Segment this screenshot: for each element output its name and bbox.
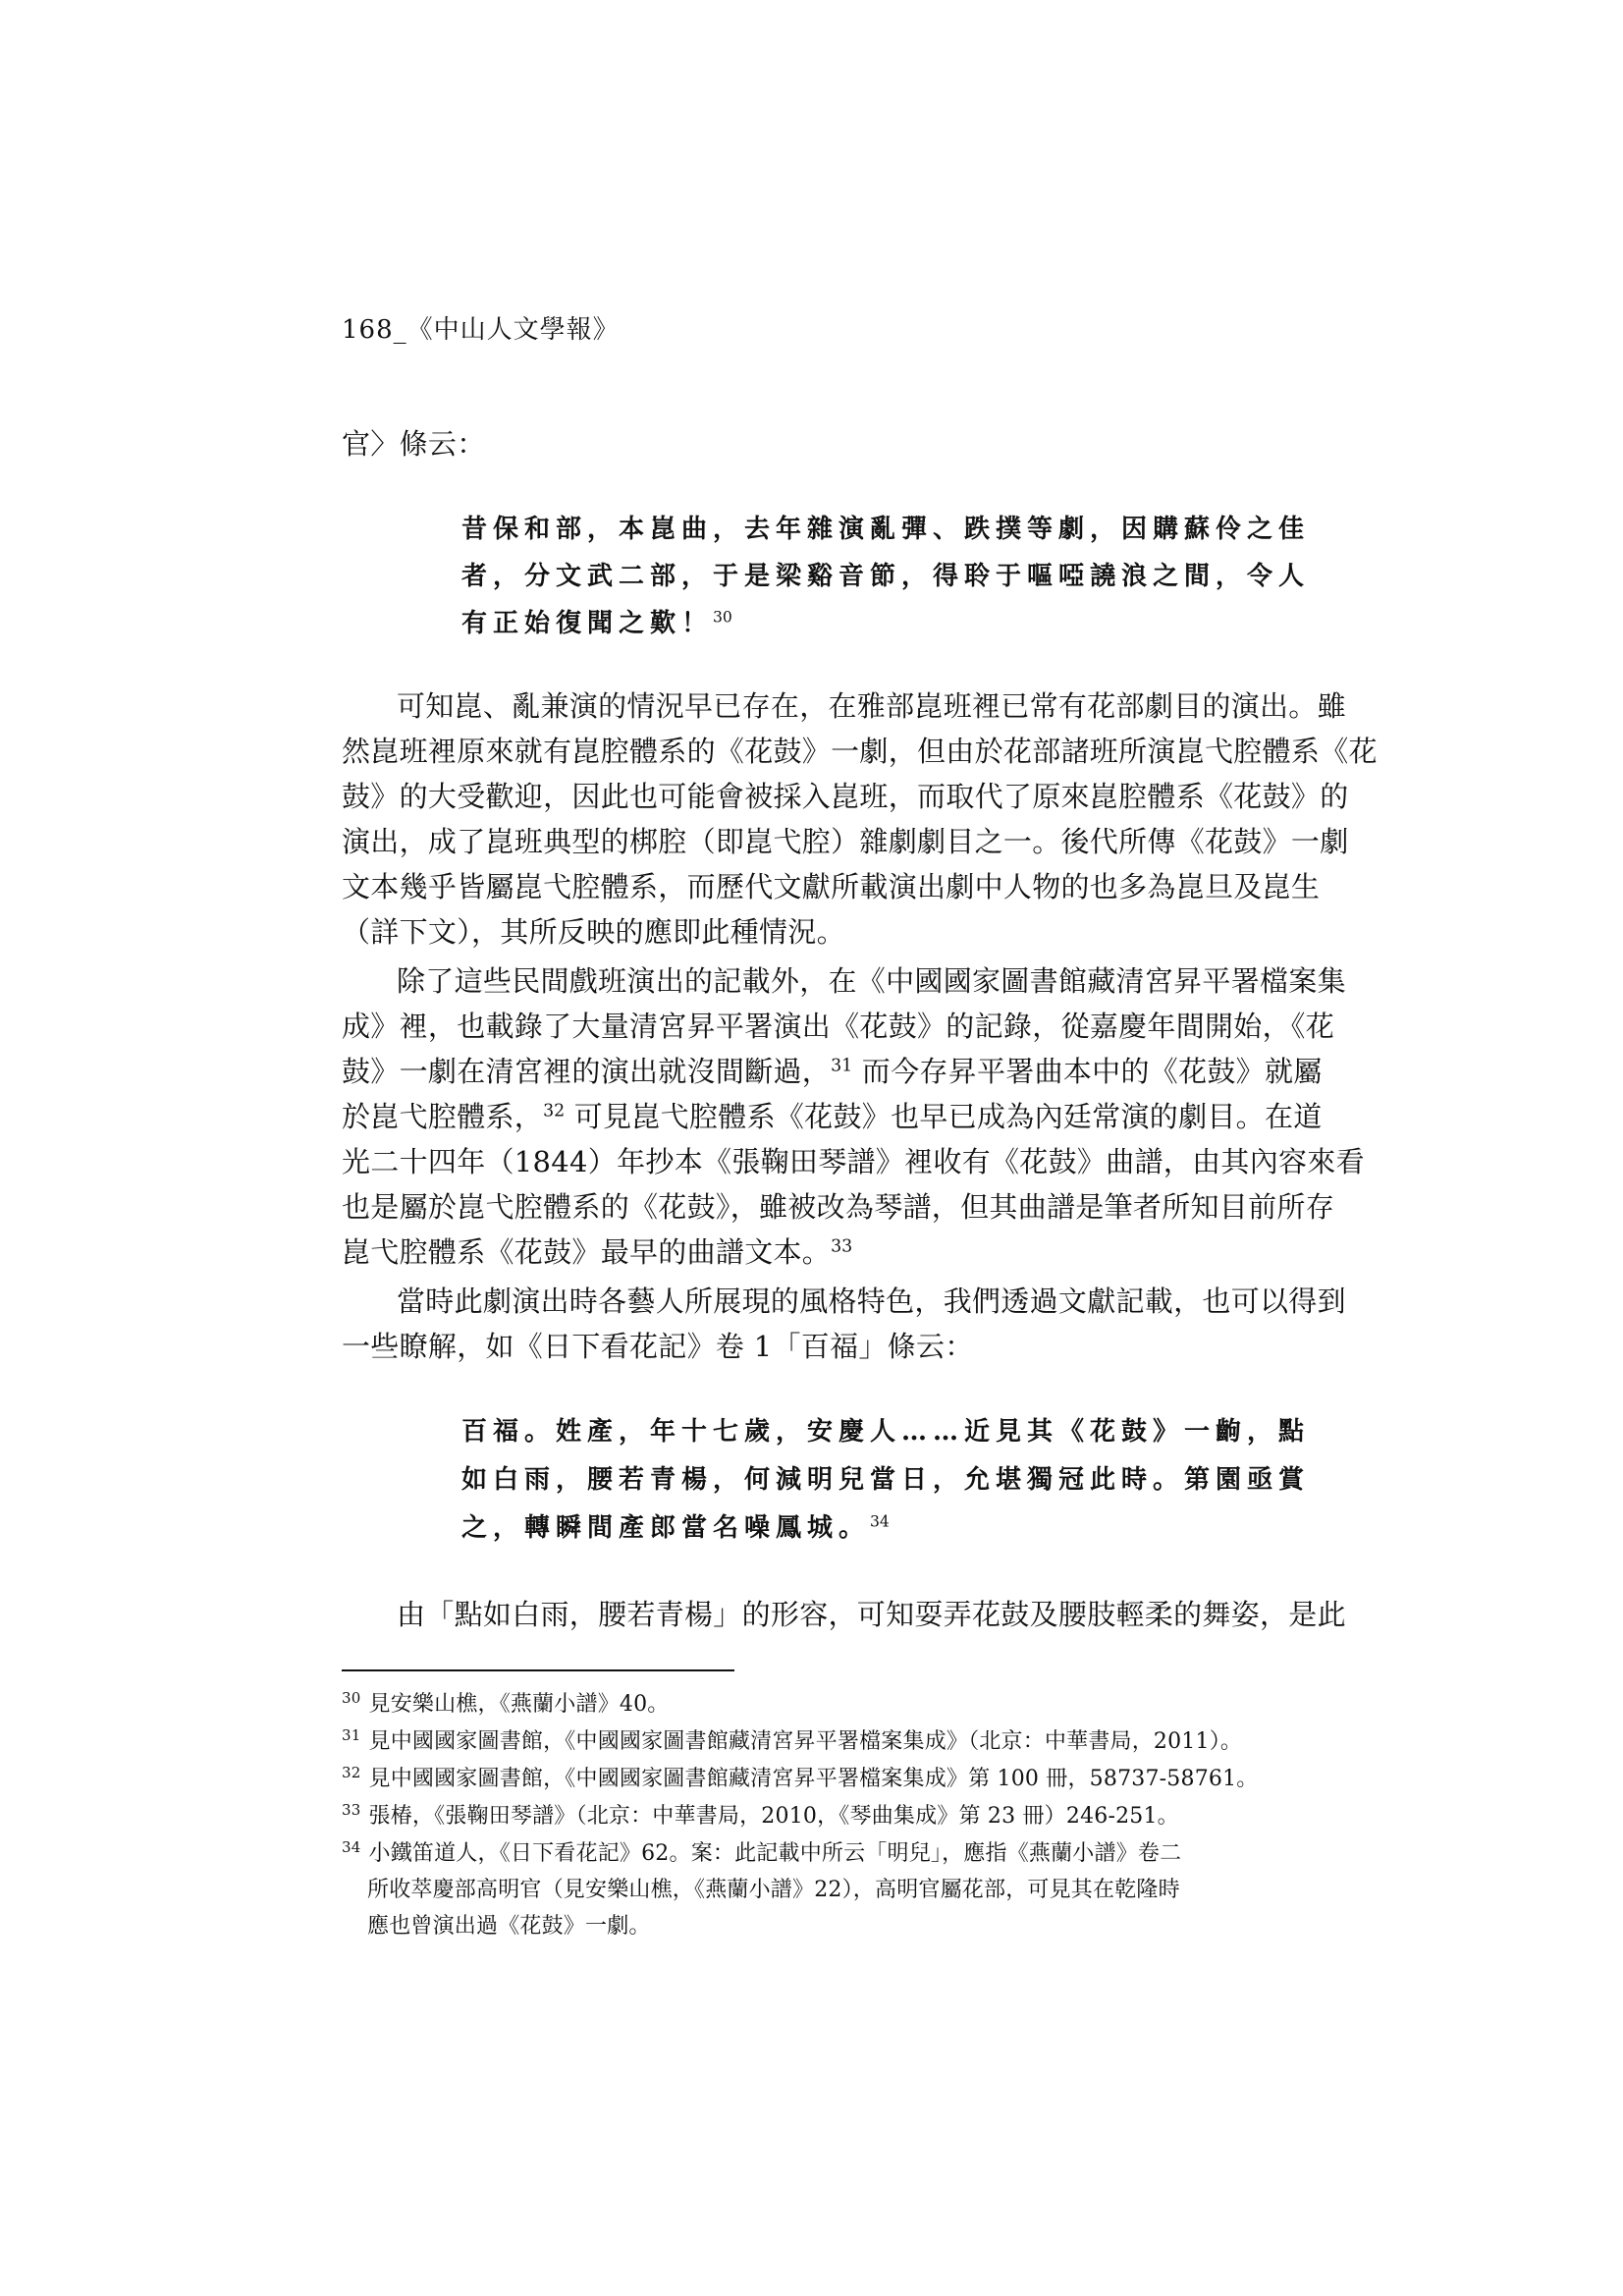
footnote-number: 30	[342, 1688, 361, 1707]
footnote-32	[342, 1762, 1258, 1792]
footnote-text: 見中國國家圖書館，《中國國家圖書館藏清宮昇平署檔案集成》第 100 冊，58737-58761。	[368, 1767, 1259, 1791]
footnote-ref: 34	[870, 1512, 890, 1531]
footnote-number: 34	[342, 1837, 361, 1856]
footnote-34	[342, 1836, 1181, 1867]
footnote-31	[342, 1724, 1242, 1755]
footnote-30	[342, 1687, 670, 1718]
footnote-34-continued: 應也曾演出過《花鼓》一劇。	[367, 1914, 651, 1939]
quote-text: 有正始復聞之歎！	[461, 609, 714, 638]
body-text: 鼓》一劇在清宮裡的演出就沒間斷過，	[342, 1055, 832, 1088]
body-line: 一些瞭解，如《日下看花記》卷 1「百福」條云：	[342, 1330, 974, 1363]
footnote-ref: 33	[831, 1236, 853, 1257]
footnote-number: 33	[342, 1800, 361, 1819]
body-text: 可見崑弋腔體系《花鼓》也早已成為內廷常演的劇目。在道	[565, 1100, 1323, 1133]
body-line: 鼓》的大受歡迎，因此也可能會被採入崑班，而取代了原來崑腔體系《花鼓》的	[342, 780, 1349, 813]
footnote-34-continued: 所收萃慶部高明官（見安樂山樵，《燕蘭小譜》22），高明官屬花部，可見其在乾隆時	[367, 1878, 1180, 1902]
body-line: 光二十四年（1844）年抄本《張鞠田琴譜》裡收有《花鼓》曲譜，由其內容來看	[342, 1145, 1365, 1178]
body-line: 可知崑、亂兼演的情況早已存在，在雅部崑班裡已常有花部劇目的演出。雖	[397, 689, 1346, 723]
quote-line: 百福。姓產，年十七歲，安慶人……近見其《花鼓》一齣，點	[461, 1417, 1311, 1447]
body-text: 崑弋腔體系《花鼓》最早的曲譜文本。	[342, 1235, 832, 1269]
body-line: 然崑班裡原來就有崑腔體系的《花鼓》一劇，但由於花部諸班所演崑弋腔體系《花	[342, 735, 1378, 768]
body-line	[342, 1050, 1323, 1090]
body-line: 當時此劇演出時各藝人所展現的風格特色，我們透過文獻記載，也可以得到	[397, 1285, 1346, 1318]
body-line: 也是屬於崑弋腔體系的《花鼓》，雖被改為琴譜，但其曲譜是筆者所知目前所存	[342, 1190, 1335, 1224]
quote-line: 者，分文武二部，于是梁谿音節，得聆于嘔啞譊浪之間，令人	[461, 562, 1311, 591]
body-line: 除了這些民間戲班演出的記載外，在《中國國家圖書館藏清宮昇平署檔案集	[397, 964, 1346, 998]
footnote-ref: 30	[713, 608, 732, 627]
footnote-ref: 31	[831, 1056, 853, 1076]
quote-line	[461, 603, 732, 639]
body-text: 於崑弋腔體系，	[342, 1100, 544, 1133]
footnote-33	[342, 1799, 1179, 1830]
lead-in-line: 官〉條云：	[342, 427, 486, 461]
footnote-text: 見中國國家圖書館，《中國國家圖書館藏清宮昇平署檔案集成》（北京：中華書局，2011）。	[368, 1729, 1243, 1754]
footnote-ref: 32	[543, 1101, 566, 1121]
body-line	[342, 1230, 852, 1271]
footnote-number: 32	[342, 1763, 361, 1781]
body-line	[342, 1095, 1323, 1135]
footnote-text: 張椿，《張鞠田琴譜》（北京：中華書局，2010，《琴曲集成》第 23 冊）246-251。	[368, 1804, 1179, 1829]
quote-line: 如白雨，腰若青楊，何減明兒當日，允堪獨冠此時。第園亟賞	[461, 1465, 1311, 1495]
body-line: 演出，成了崑班典型的梆腔（即崑弋腔）雜劇劇目之一。後代所傳《花鼓》一劇	[342, 825, 1349, 858]
body-line: 成》裡，也載錄了大量清宮昇平署演出《花鼓》的記錄，從嘉慶年間開始，《花	[342, 1010, 1335, 1043]
footnote-separator	[342, 1669, 734, 1671]
quote-line: 昔保和部，本崑曲，去年雜演亂彈、跌撲等劇，因購蘇伶之佳	[461, 515, 1311, 544]
quote-text: 之，轉瞬間產郎當名噪鳳城。	[461, 1513, 871, 1543]
footnote-number: 31	[342, 1725, 361, 1744]
quote-line	[461, 1507, 890, 1544]
body-line: 由「點如白雨，腰若青楊」的形容，可知耍弄花鼓及腰肢輕柔的舞姿，是此	[397, 1598, 1346, 1631]
footnote-text: 見安樂山樵，《燕蘭小譜》40。	[368, 1692, 670, 1717]
running-head: 168_《中山人文學報》	[342, 315, 620, 345]
body-text: 而今存昇平署曲本中的《花鼓》就屬	[852, 1055, 1323, 1088]
footnote-text: 小鐵笛道人，《日下看花記》62。案：此記載中所云「明兒」，應指《燕蘭小譜》卷二	[368, 1841, 1182, 1866]
body-line: （詳下文），其所反映的應即此種情況。	[342, 915, 845, 949]
body-line: 文本幾乎皆屬崑弋腔體系，而歷代文獻所載演出劇中人物的也多為崑旦及崑生	[342, 870, 1321, 903]
